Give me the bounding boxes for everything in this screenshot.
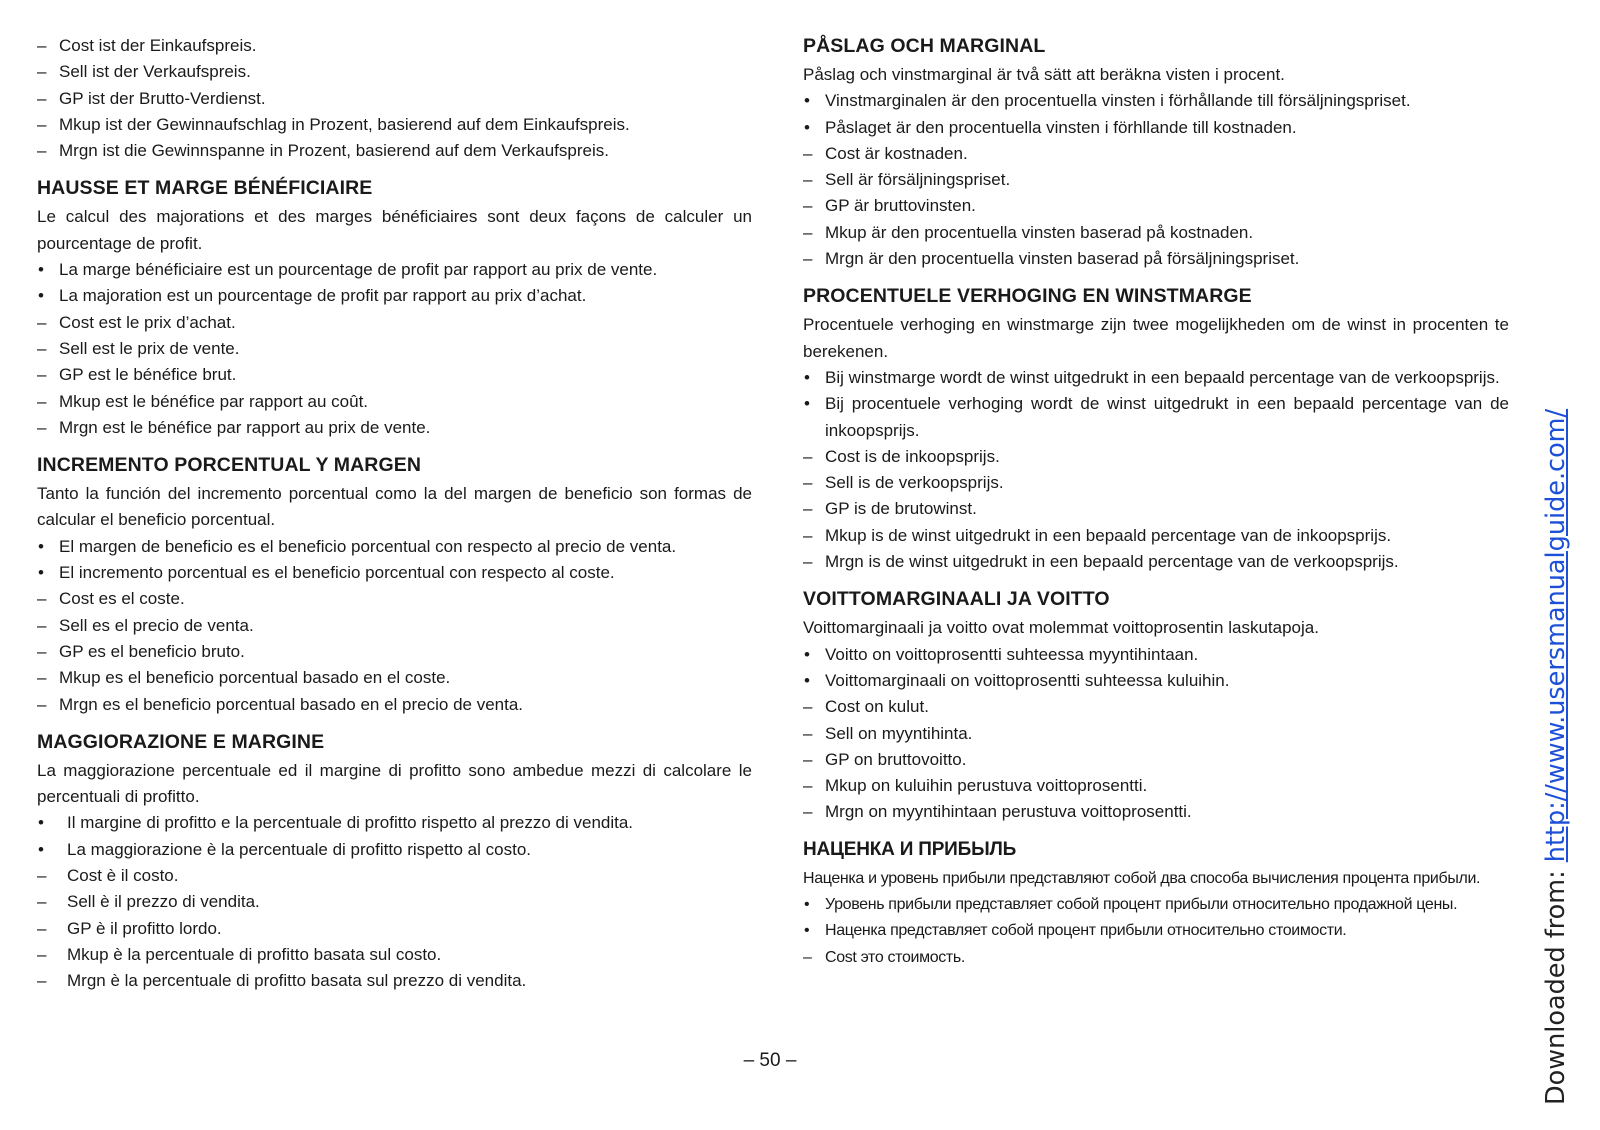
- section-list: [803, 88, 1509, 272]
- list-item: [37, 415, 752, 441]
- list-item-text: Mrgn es el beneficio porcentual basado en el precio de venta.: [59, 694, 524, 714]
- dash-marker: –: [803, 723, 813, 743]
- list-item: [803, 115, 1509, 141]
- list-item-text: GP is de brutowinst.: [825, 499, 977, 519]
- section-intro: Le calcul des majorations et des marges bénéficiaires sont deux façons de calculer un pourcentage de profit.: [37, 207, 752, 253]
- list-item: [803, 668, 1509, 694]
- list-item-text: La majoration est un pourcentage de profit par rapport au prix d’achat.: [59, 286, 587, 306]
- dash-marker: –: [37, 114, 47, 134]
- list-item-text: GP es el beneficio bruto.: [59, 641, 245, 661]
- list-item-text: Vinstmarginalen är den procentuella vinsten i förhållande till försäljningspriset.: [825, 91, 1411, 111]
- list-item: [803, 496, 1509, 522]
- list-item-text: Cost это стоимость.: [825, 948, 965, 966]
- dash-marker: –: [803, 499, 813, 519]
- list-item-text: Voittomarginaali on voittoprosentti suhteessa kuluihin.: [825, 670, 1230, 690]
- list-item: [803, 88, 1509, 114]
- list-item: [37, 59, 752, 85]
- dash-marker: –: [37, 866, 47, 886]
- list-item-text: Mkup on kuluihin perustuva voittoprosentti.: [825, 776, 1148, 796]
- list-item: [803, 694, 1509, 720]
- dash-marker: –: [803, 249, 813, 269]
- list-item: [803, 365, 1509, 391]
- dash-marker: –: [37, 417, 47, 437]
- dash-marker: –: [37, 141, 47, 161]
- section-intro: Tanto la función del incremento porcentual como la del margen de beneficio son formas de calcular el beneficio porcentual.: [37, 484, 752, 530]
- list-item-text: Sell è il prezzo di vendita.: [67, 892, 260, 912]
- list-item: [803, 892, 1509, 918]
- bullet-marker: •: [38, 563, 44, 583]
- list-item-text: GP est le bénéfice brut.: [59, 365, 237, 385]
- bullet-marker: •: [38, 260, 44, 280]
- list-item-text: Mkup är den procentuella vinsten baserad på kostnaden.: [825, 222, 1254, 242]
- section-list: [37, 257, 752, 441]
- list-item: [37, 283, 752, 309]
- list-item: [803, 799, 1509, 825]
- dash-marker: –: [803, 143, 813, 163]
- list-item: [37, 613, 752, 639]
- section-intro: La maggiorazione percentuale ed il margine di profitto sono ambedue mezzi di calcolare le percentuali di profitto.: [37, 760, 752, 807]
- bullet-marker: •: [804, 896, 810, 914]
- dash-marker: –: [803, 802, 813, 822]
- dash-marker: –: [37, 391, 47, 411]
- list-item-text: Sell is de verkoopsprijs.: [825, 473, 1004, 493]
- dash-marker: –: [37, 338, 47, 358]
- section-intro: Voittomarginaali ja voitto ovat molemmat voittoprosentin laskutapoja.: [803, 618, 1319, 638]
- list-item: [37, 33, 752, 59]
- dash-marker: –: [803, 446, 813, 466]
- right-section: [803, 283, 1509, 575]
- dash-marker: –: [803, 170, 813, 190]
- left-section: [37, 175, 752, 441]
- right-section: [803, 33, 1509, 272]
- list-item: [37, 534, 752, 560]
- list-item-text: Mrgn on myyntihintaan perustuva voittoprosentti.: [825, 802, 1192, 822]
- dash-marker: –: [803, 222, 813, 242]
- section-list: [803, 892, 1509, 971]
- list-item-text: Sell ist der Verkaufspreis.: [59, 62, 251, 82]
- list-item: [37, 257, 752, 283]
- bullet-marker: •: [804, 117, 810, 137]
- list-item: [803, 141, 1509, 167]
- list-item-text: Mrgn är den procentuella vinsten baserad på försäljningspriset.: [825, 249, 1300, 269]
- list-item: [37, 639, 752, 665]
- list-item-text: Il margine di profitto e la percentuale di profitto rispetto al prezzo di vendita.: [67, 813, 634, 833]
- list-item-text: Cost ist der Einkaufspreis.: [59, 36, 257, 55]
- list-item: [803, 642, 1509, 668]
- list-item-text: Mrgn è la percentuale di profitto basata sul prezzo di vendita.: [67, 971, 527, 991]
- bullet-marker: •: [38, 286, 44, 306]
- right-section: [803, 837, 1509, 971]
- list-item: [37, 665, 752, 691]
- list-item-text: Уровень прибыли представляет собой процент прибыли относительно продажной цены.: [825, 896, 1458, 914]
- list-item: [37, 810, 752, 836]
- list-item-text: Sell är försäljningspriset.: [825, 170, 1011, 190]
- section-intro: Procentuele verhoging en winstmarge zijn twee mogelijkheden om de winst in procenten te berekenen.: [803, 315, 1509, 361]
- list-item-text: GP è il profitto lordo.: [67, 918, 222, 938]
- list-item-text: Mrgn ist die Gewinnspanne in Prozent, basierend auf dem Verkaufspreis.: [59, 141, 609, 161]
- list-item-text: Sell es el precio de venta.: [59, 615, 254, 635]
- dash-marker: –: [37, 641, 47, 661]
- list-item: [37, 837, 752, 863]
- list-item: [37, 389, 752, 415]
- list-item: [803, 167, 1509, 193]
- list-item-text: Bij winstmarge wordt de winst uitgedrukt in een bepaald percentage van de verkoopsprijs.: [825, 367, 1500, 387]
- list-item: [37, 112, 752, 138]
- section-heading: MAGGIORAZIONE E MARGINE: [37, 730, 325, 753]
- bullet-marker: •: [804, 644, 810, 664]
- watermark-prefix: Downloaded from:: [1541, 862, 1571, 1105]
- list-item: [37, 863, 752, 889]
- list-item: [37, 336, 752, 362]
- dash-marker: –: [803, 776, 813, 796]
- dash-marker: –: [37, 365, 47, 385]
- bullet-marker: •: [804, 367, 810, 387]
- dash-marker: –: [37, 694, 47, 714]
- dash-marker: –: [37, 971, 47, 991]
- section-heading: VOITTOMARGINAALI JA VOITTO: [803, 588, 1110, 611]
- section-list: [37, 810, 752, 994]
- watermark-link[interactable]: http://www.usersmanualguide.com/: [1541, 408, 1571, 863]
- list-item: [37, 968, 752, 994]
- list-item: [37, 586, 752, 612]
- section-intro: Наценка и уровень прибыли представляют собой два способа вычисления процента прибыли.: [803, 869, 1481, 887]
- dash-marker: –: [37, 312, 47, 332]
- dash-marker: –: [37, 918, 47, 938]
- dash-marker: –: [803, 525, 813, 545]
- list-item-text: Cost est le prix d’achat.: [59, 312, 236, 332]
- dash-marker: –: [803, 948, 812, 966]
- list-item-text: Cost är kostnaden.: [825, 143, 968, 163]
- list-item: [37, 362, 752, 388]
- page-number: – 50 –: [743, 1050, 797, 1071]
- section-heading: PÅSLAG OCH MARGINAL: [803, 35, 1046, 57]
- dash-marker: –: [37, 88, 47, 108]
- list-item: [37, 942, 752, 968]
- list-item: [803, 193, 1509, 219]
- section-heading: INCREMENTO PORCENTUAL Y MARGEN: [37, 454, 422, 477]
- list-item-text: Cost is de inkoopsprijs.: [825, 446, 1000, 466]
- list-item: [37, 138, 752, 164]
- list-item-text: Cost è il costo.: [67, 866, 179, 886]
- dash-marker: –: [803, 473, 813, 493]
- list-item: [803, 721, 1509, 747]
- list-item-text: La marge bénéficiaire est un pourcentage de profit par rapport au prix de vente.: [59, 260, 658, 280]
- left-section: [37, 33, 752, 164]
- right-section: [803, 586, 1509, 825]
- dash-marker: –: [37, 589, 47, 609]
- list-item: [37, 889, 752, 915]
- list-item: [803, 549, 1509, 575]
- dash-marker: –: [37, 668, 47, 688]
- list-item-text: Mrgn est le bénéfice par rapport au prix de vente.: [59, 417, 431, 437]
- list-item: [803, 391, 1509, 444]
- list-item: [803, 945, 1509, 971]
- list-item-text: La maggiorazione è la percentuale di profitto rispetto al costo.: [67, 839, 531, 859]
- list-item: [803, 220, 1509, 246]
- list-item-text: Sell on myyntihinta.: [825, 723, 973, 743]
- dash-marker: –: [37, 36, 47, 55]
- list-item-text: Mkup is de winst uitgedrukt in een bepaald percentage van de inkoopsprijs.: [825, 525, 1392, 545]
- dash-marker: –: [37, 892, 47, 912]
- list-item: [803, 470, 1509, 496]
- list-item: [37, 916, 752, 942]
- list-item-text: El margen de beneficio es el beneficio porcentual con respecto al precio de venta.: [59, 536, 677, 556]
- left-section: [37, 729, 752, 995]
- list-item: [803, 747, 1509, 773]
- list-item: [37, 692, 752, 718]
- list-item: [803, 523, 1509, 549]
- list-item: [803, 246, 1509, 272]
- list-item-text: Sell est le prix de vente.: [59, 338, 240, 358]
- list-item: [37, 86, 752, 112]
- dash-marker: –: [803, 749, 813, 769]
- dash-marker: –: [803, 196, 813, 216]
- list-item: [37, 560, 752, 586]
- bullet-marker: •: [38, 536, 44, 556]
- section-list: [37, 534, 752, 718]
- bullet-marker: •: [804, 922, 810, 940]
- list-item-text: Наценка представляет собой процент прибыли относительно стоимости.: [825, 922, 1347, 940]
- left-column: [37, 33, 752, 995]
- dash-marker: –: [37, 944, 47, 964]
- bullet-marker: •: [38, 813, 44, 833]
- left-section: [37, 452, 752, 718]
- list-item-text: Påslaget är den procentuella vinsten i förhllande till kostnaden.: [825, 117, 1297, 137]
- list-item: [803, 918, 1509, 944]
- right-column: [803, 33, 1509, 971]
- section-list: [803, 365, 1509, 575]
- list-item-text: Cost on kulut.: [825, 697, 929, 717]
- list-item-text: Mkup est le bénéfice par rapport au coût.: [59, 391, 369, 411]
- list-item-text: Mrgn is de winst uitgedrukt in een bepaald percentage van de verkoopsprijs.: [825, 552, 1399, 572]
- section-heading: HAUSSE ET MARGE BÉNÉFICIAIRE: [37, 177, 373, 200]
- section-heading: НАЦЕНКА И ПРИБЫЛЬ: [803, 838, 1017, 860]
- section-list: [803, 642, 1509, 826]
- list-item: [803, 444, 1509, 470]
- list-item-text: Mkup ist der Gewinnaufschlag in Prozent, basierend auf dem Einkaufspreis.: [59, 114, 630, 134]
- list-item-text: GP ist der Brutto-Verdienst.: [59, 88, 266, 108]
- bullet-marker: •: [804, 394, 810, 414]
- dash-marker: –: [803, 697, 813, 717]
- download-watermark: [1541, 409, 1571, 1105]
- list-item: [803, 773, 1509, 799]
- list-item-text: Mkup è la percentuale di profitto basata sul costo.: [67, 944, 442, 964]
- dash-marker: –: [37, 615, 47, 635]
- bullet-marker: •: [804, 670, 810, 690]
- section-heading: PROCENTUELE VERHOGING EN WINSTMARGE: [803, 285, 1252, 308]
- list-item: [37, 310, 752, 336]
- dash-marker: –: [803, 552, 813, 572]
- dash-marker: –: [37, 62, 47, 82]
- list-item-text: GP är bruttovinsten.: [825, 196, 976, 216]
- section-intro: Påslag och vinstmarginal är två sätt att beräkna visten i procent.: [803, 65, 1285, 84]
- bullet-marker: •: [38, 839, 44, 859]
- list-item-text: Voitto on voittoprosentti suhteessa myyntihintaan.: [825, 644, 1199, 664]
- bullet-marker: •: [804, 91, 810, 111]
- list-item-text: Mkup es el beneficio porcentual basado en el coste.: [59, 668, 451, 688]
- list-item-text: Cost es el coste.: [59, 589, 185, 609]
- section-list: [37, 33, 752, 164]
- list-item-text: Bij procentuele verhoging wordt de winst uitgedrukt in een bepaald percentage van de inkoopsprijs.: [825, 394, 1509, 440]
- list-item-text: GP on bruttovoitto.: [825, 749, 967, 769]
- list-item-text: El incremento porcentual es el beneficio porcentual con respecto al coste.: [59, 563, 615, 583]
